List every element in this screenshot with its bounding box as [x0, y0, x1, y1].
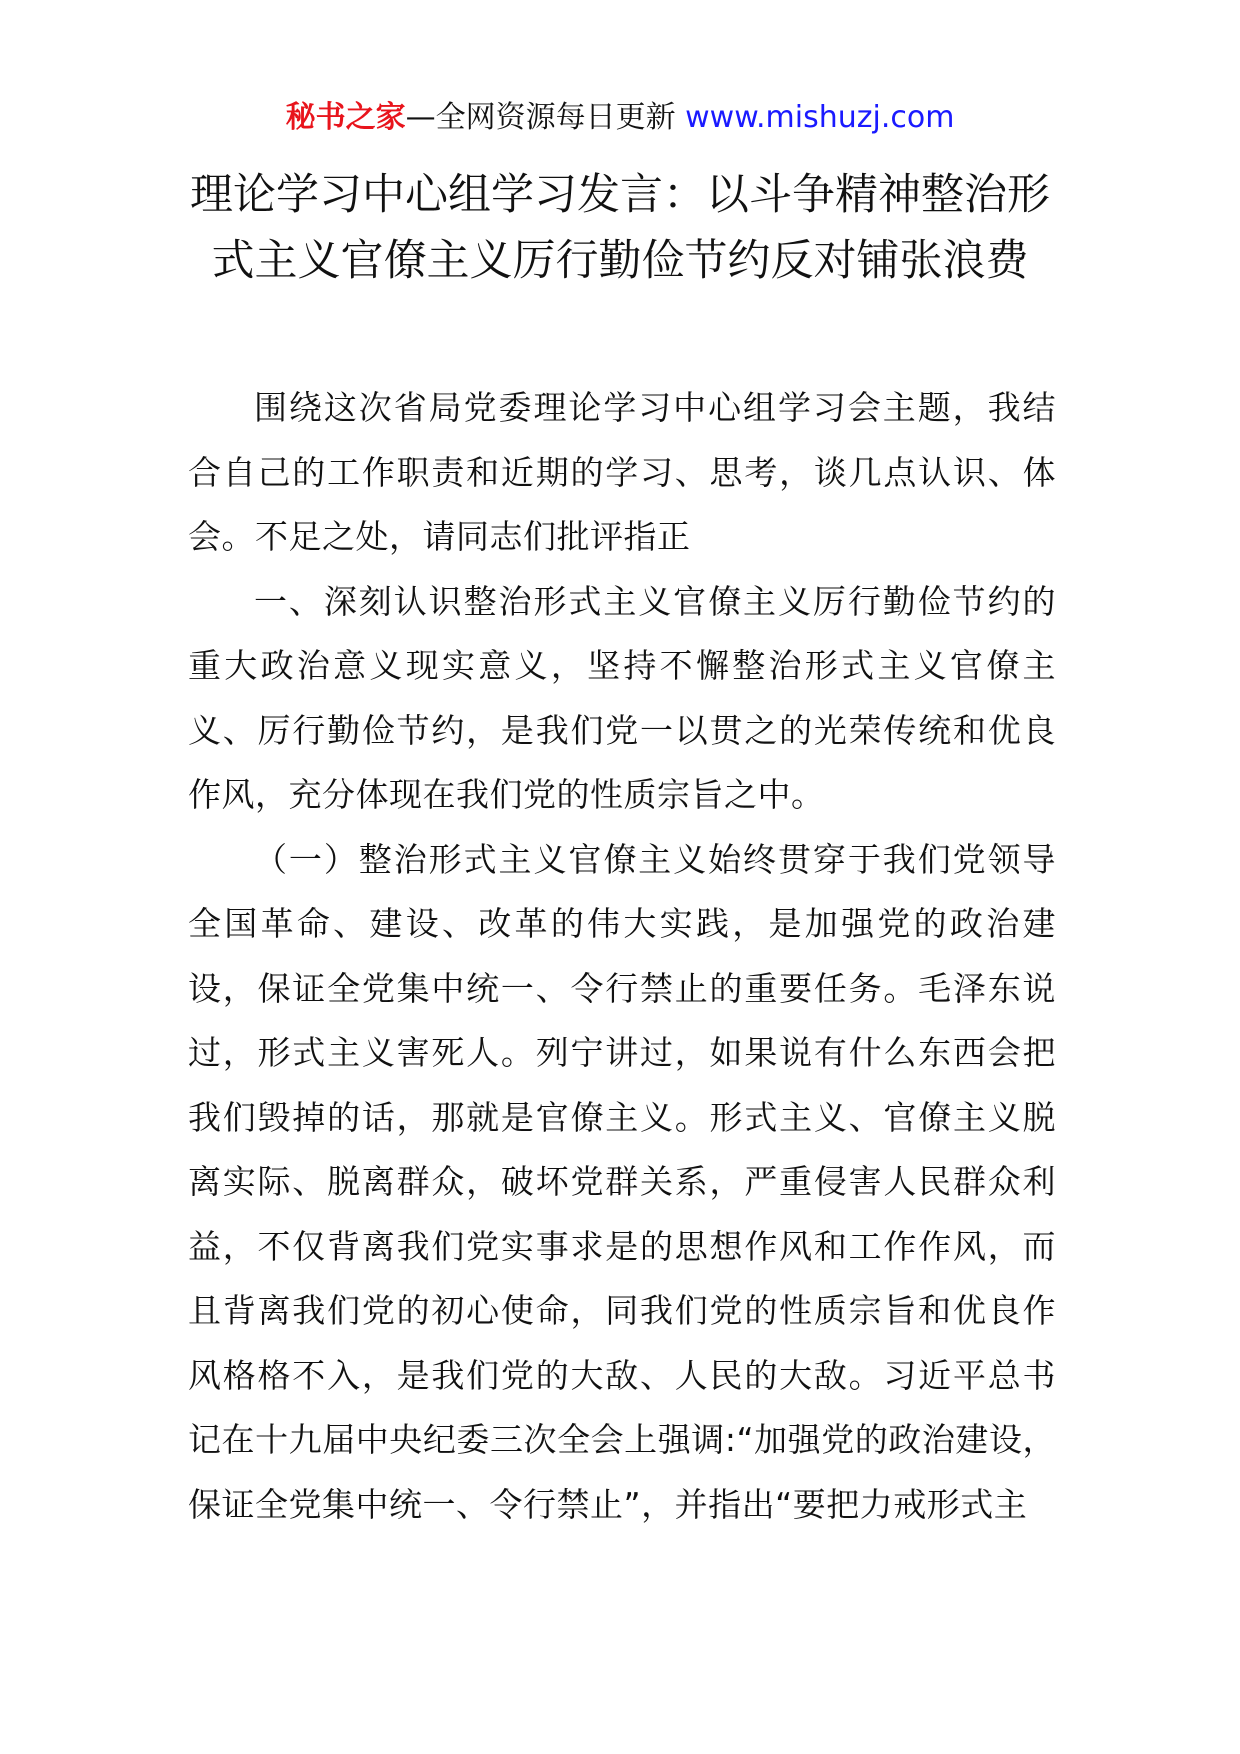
document-body [188, 376, 1056, 1537]
paragraph-subsection-one: （一）整治形式主义官僚主义始终贯穿于我们党领导全国革命、建设、改革的伟大实践，是加强党的政治建设，保证全党集中统一、令行禁止的重要任务。毛泽东说过，形式主义害死人。列宁讲过，如果说有什么东西会把我们毁掉的话，那就是官僚主义。形式主义、官僚主义脱离实际、脱离群众，破坏党群关系，严重侵害人民群众利益，不仅背离我们党实事求是的思想作风和工作作风，而且背离我们党的初心使命，同我们党的性质宗旨和优良作风格格不入，是我们党的大敌、人民的大敌。习近平总书记在十九届中央纪委三次全会上强调:“加强党的政治建设，保证全党集中统一、令行禁止”，并指出“要把力戒形式主 [188, 839, 1056, 1524]
paragraph-intro: 围绕这次省局党委理论学习中心组学习会主题，我结合自己的工作职责和近期的学习、思考，谈几点认识、体会。不足之处，请同志们批评指正 [188, 388, 1056, 556]
document-title: 理论学习中心组学习发言：以斗争精神整治形式主义官僚主义厉行勤俭节约反对铺张浪费 [190, 170, 1050, 286]
site-url[interactable]: www.mishuzj.com [685, 100, 955, 135]
site-tagline: —全网资源每日更新 [405, 100, 686, 135]
site-header [0, 98, 1240, 138]
site-brand: 秘书之家 [285, 100, 406, 135]
paragraph-section-one: 一、深刻认识整治形式主义官僚主义厉行勤俭节约的重大政治意义现实意义，坚持不懈整治形式主义官僚主义、厉行勤俭节约，是我们党一以贯之的光荣传统和优良作风，充分体现在我们党的性质宗旨之中。 [188, 581, 1056, 814]
